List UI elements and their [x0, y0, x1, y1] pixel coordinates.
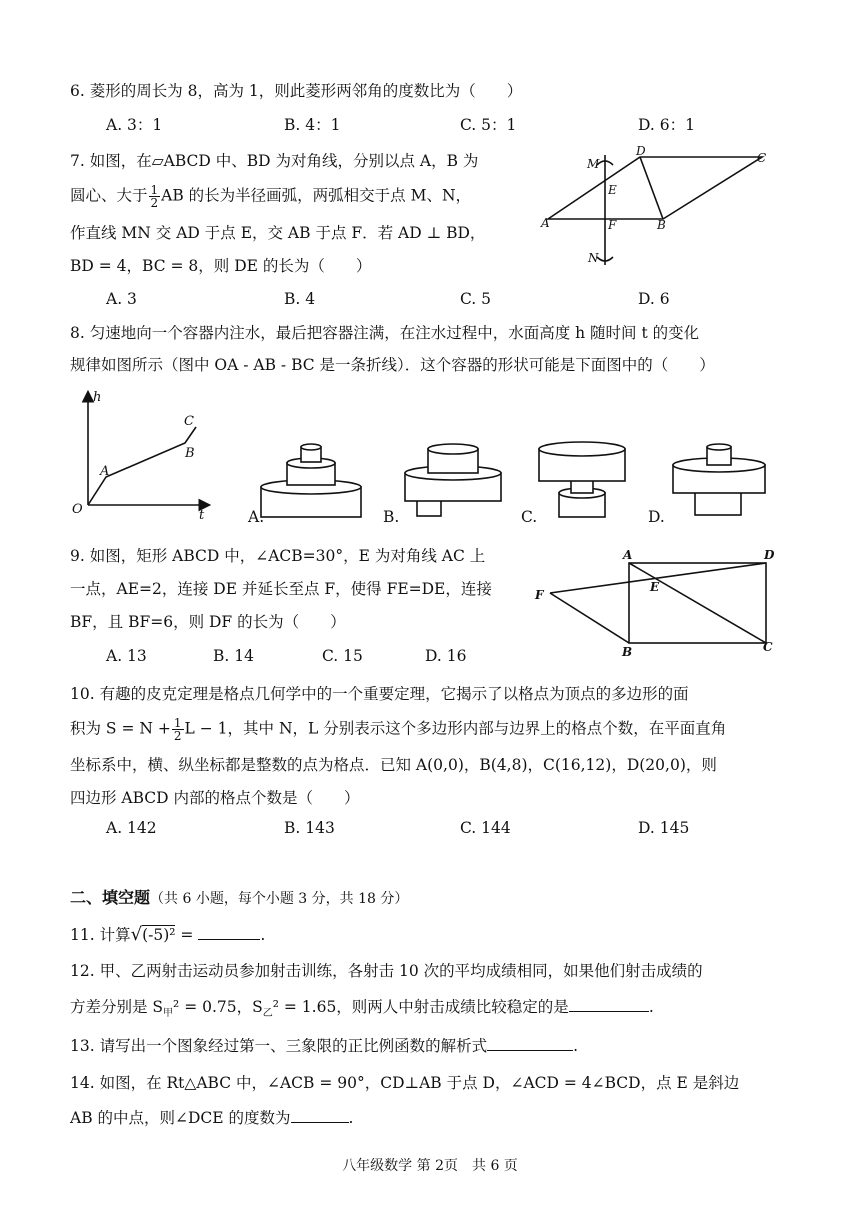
q10-option-d: D. 145: [638, 819, 690, 837]
q12-line-1: 12. 甲、乙两射击运动员参加射击训练，各射击 10 次的平均成绩相同，如果他们射击成绩的: [70, 962, 703, 980]
q7-line-2a: 圆心、大于: [70, 186, 148, 205]
q7-fraction: [149, 184, 161, 209]
q7-line-1: 7. 如图，在▱ABCD 中、BD 为对角线，分别以点 A，B 为: [70, 152, 479, 170]
q13-text: 13. 请写出一个图象经过第一、三象限的正比例函数的解析式: [70, 1037, 488, 1055]
q9-rectangle-figure: [530, 548, 790, 663]
q9-option-c: C. 15: [322, 647, 363, 665]
section-2-note: （共 6 小题，每个小题 3 分，共 18 分）: [150, 891, 409, 907]
q11-radicand: (-5)²: [142, 926, 176, 944]
label-e: E: [650, 580, 660, 594]
q10-line-2a: 积为 S = N +: [70, 719, 171, 738]
q11-prefix: 11. 计算: [70, 926, 131, 944]
q7-line-3: 作直线 MN 交 AD 于点 E，交 AB 于点 F．若 AD ⊥ BD，: [70, 224, 486, 242]
q9-line-2: 一点，AE=2，连接 DE 并延长至点 F，使得 FE=DE，连接: [70, 580, 492, 598]
q6-option-d: D. 6：1: [638, 116, 695, 134]
q8-option-b: B.: [383, 508, 400, 526]
q8-option-d: D.: [648, 508, 665, 526]
q7-line-4: BD = 4，BC = 8，则 DE 的长为（ ）: [70, 257, 372, 275]
q10-line-4: 四边形 ABCD 内部的格点个数是（ ）: [70, 789, 360, 807]
q7-option-d: D. 6: [638, 290, 670, 308]
section-2-title: 二、填空题: [70, 888, 151, 907]
q12-line-2b: ² = 0.75，S: [173, 998, 263, 1016]
q8-container-options: [245, 435, 775, 527]
q7-option-a: A. 3: [106, 290, 137, 308]
q8-line-1: 8. 匀速地向一个容器内注水，最后把容器注满，在注水过程中，水面高度 h 随时间 t 的变化: [70, 324, 700, 342]
container-c: [539, 442, 625, 517]
q10-option-a: A. 142: [106, 819, 157, 837]
q8-line-2: 规律如图所示（图中 OA - AB - BC 是一条折线）．这个容器的形状可能是下面图中的（ ）: [70, 356, 715, 374]
q14-line-2: [70, 1107, 353, 1129]
label-f: F: [608, 218, 617, 232]
q10-line-2b: L − 1，其中 N，L 分别表示这个多边形内部与边界上的格点个数，在平面直角: [184, 719, 727, 738]
label-a: A: [100, 464, 110, 479]
label-d: D: [636, 145, 646, 158]
diagonal-ac: [629, 563, 766, 643]
q11-answer-blank[interactable]: [198, 925, 260, 940]
label-a: A: [623, 548, 633, 562]
q12-period: .: [648, 998, 654, 1016]
sqrt-sign: √: [130, 924, 143, 945]
label-c: C: [184, 414, 194, 429]
label-c: C: [763, 640, 773, 654]
label-d: D: [764, 548, 775, 562]
label-f: F: [535, 588, 544, 602]
container-d: [673, 444, 765, 515]
label-o: O: [72, 502, 83, 517]
q12-sub-jia: 甲: [163, 1008, 174, 1020]
diagonal-bd: [640, 157, 663, 219]
q12-line-2c: ² = 1.65，则两人中射击成绩比较稳定的是: [272, 998, 569, 1016]
label-m: M: [587, 157, 600, 171]
q10-line-1: 10. 有趣的皮克定理是格点几何学中的一个重要定理，它揭示了以格点为顶点的多边形的面: [70, 685, 689, 703]
q11: [70, 924, 265, 946]
q14-line-2-text: AB 的中点，则∠DCE 的度数为: [70, 1109, 291, 1127]
q9-option-b: B. 14: [213, 647, 254, 665]
q6-option-b: B. 4：1: [284, 116, 341, 134]
segment-bf: [550, 593, 629, 643]
label-t: t: [199, 508, 205, 523]
q12-answer-blank[interactable]: [569, 997, 649, 1012]
q10-line-3: 坐标系中，横、纵坐标都是整数的点为格点．已知 A(0,0)，B(4,8)，C(16,12)，D(20,0)，则: [70, 756, 717, 774]
q10-option-c: C. 144: [460, 819, 511, 837]
q8-water-level-graph: [68, 385, 218, 525]
q10-option-b: B. 143: [284, 819, 335, 837]
label-b: B: [622, 645, 633, 659]
q7-line-2b: AB 的长为半径画弧，两弧相交于点 M、N，: [161, 186, 472, 205]
q7-fraction-numerator: 1: [150, 183, 159, 197]
q12-sub-yi: 乙: [262, 1008, 273, 1020]
q7-fraction-denominator: 2: [150, 196, 159, 210]
label-h: h: [93, 390, 102, 405]
q10-line-2: [70, 717, 726, 742]
q13-period: .: [573, 1037, 579, 1055]
q9-line-3: BF，且 BF=6，则 DF 的长为（ ）: [70, 613, 346, 631]
label-b: B: [657, 218, 666, 232]
container-a: [261, 444, 361, 517]
q13: [70, 1035, 578, 1057]
q14-answer-blank[interactable]: [291, 1108, 349, 1123]
q12-line-2: [70, 996, 654, 1025]
q10-fraction-denominator: 2: [173, 729, 182, 743]
q12-line-2a: 方差分别是 S: [70, 998, 164, 1016]
q10-fraction-numerator: 1: [173, 716, 182, 730]
q7-option-c: C. 5: [460, 290, 492, 308]
label-n: N: [588, 251, 599, 265]
label-c: C: [757, 151, 767, 165]
parallelogram-abcd: [548, 157, 762, 219]
q6-option-a: A. 3：1: [106, 116, 163, 134]
page-footer: 八年级数学 第 2页 共 6 页: [342, 1158, 518, 1174]
q8-option-c: C.: [521, 508, 538, 526]
q9-option-d: D. 16: [425, 647, 467, 665]
q10-fraction: [172, 717, 184, 742]
q14-line-1: 14. 如图，在 Rt△ABC 中，∠ACB = 90°，CD⊥AB 于点 D，∠ACD = 4∠BCD，点 E 是斜边: [70, 1074, 740, 1092]
q9-line-1: 9. 如图，矩形 ABCD 中，∠ACB=30°，E 为对角线 AC 上: [70, 547, 486, 565]
q8-option-a: A.: [248, 508, 265, 526]
q11-period: .: [260, 926, 266, 944]
q13-answer-blank[interactable]: [487, 1036, 573, 1051]
q6-option-c: C. 5：1: [460, 116, 517, 134]
section-2-heading: [70, 887, 408, 910]
label-e: E: [608, 183, 617, 197]
label-a: A: [541, 216, 550, 230]
q7-line-2: [70, 184, 471, 209]
container-b: [405, 444, 501, 516]
q14-period: .: [348, 1109, 354, 1127]
q7-option-b: B. 4: [284, 290, 316, 308]
q11-equals: =: [175, 926, 199, 944]
q9-option-a: A. 13: [106, 647, 147, 665]
q6-stem: 6. 菱形的周长为 8，高为 1，则此菱形两邻角的度数比为（ ）: [70, 82, 523, 100]
q7-parallelogram-figure: [535, 145, 795, 275]
label-b: B: [185, 446, 195, 461]
